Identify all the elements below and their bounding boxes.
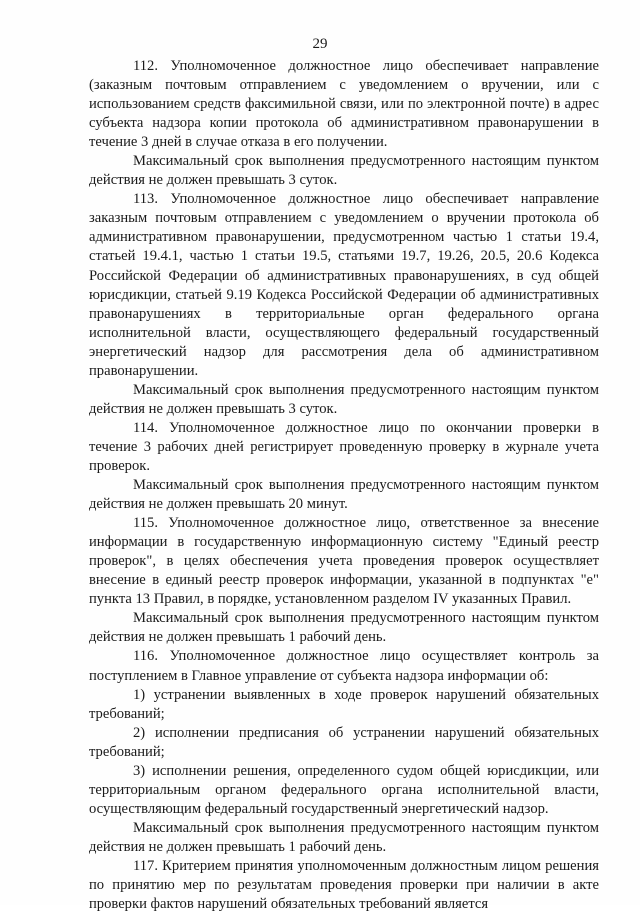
paragraph-117: 117. Критерием принятия уполномоченным должностным лицом решения по принятию мер по результатам проведения проверки при наличии в акте проверки фактов нарушений обязательных требований является [89, 857, 599, 913]
list-item-3: 3) исполнении решения, определенного судом общей юрисдикции, или территориальным органом федерального органа исполнительной власти, осуществляющим федеральный государственный энергетический надзор. [89, 762, 599, 817]
paragraph-113-deadline: Максимальный срок выполнения предусмотренного настоящим пунктом действия не должен превышать 3 суток. [89, 381, 599, 417]
paragraph-113: 113. Уполномоченное должностное лицо обеспечивает направление заказным почтовым отправлением с уведомлением о вручении протокола об административном правонарушении, предусмотренном частью 1 статьи 19.4, статьей 19.4.1, частью 1 статьи 19.5, статьями 19.7, 19.26, 20.5, 20.6 Кодекса Российской Федерации об административных правонарушениях, в суд общей юрисдикции, статьей 9.19 Кодекса Российской Федерации об административных правонарушениях в территориальные орган федерального органа исполнительной власти, осуществляющего федеральный государственный энергетический надзор для рассмотрения дела об административном правонарушении. [89, 191, 599, 379]
paragraph-116-deadline: Максимальный срок выполнения предусмотренного настоящим пунктом действия не должен превышать 1 рабочий день. [89, 819, 599, 855]
list-item-2: 2) исполнении предписания об устранении нарушений обязательных требований; [89, 724, 599, 760]
paragraph-114: 114. Уполномоченное должностное лицо по окончании проверки в течение 3 рабочих дней регистрирует проведенную проверку в журнале учета проверок. [89, 419, 599, 474]
list-item-1: 1) устранении выявленных в ходе проверок нарушений обязательных требований; [89, 686, 599, 722]
paragraph-112: 112. Уполномоченное должностное лицо обеспечивает направление (заказным почтовым отправлением с уведомлением о вручении, или с использованием средств факсимильной связи, или по электронной почте) в адрес субъекта надзора копии протокола об административном правонарушении в течение 3 дней в случае отказа в его получении. [89, 58, 599, 151]
document-body [89, 57, 599, 914]
page-number: 29 [312, 36, 328, 52]
paragraph-116: 116. Уполномоченное должностное лицо осуществляет контроль за поступлением в Главное управление от субъекта надзора информации об: [89, 648, 599, 684]
paragraph-112-deadline: Максимальный срок выполнения предусмотренного настоящим пунктом действия не должен превышать 3 суток. [89, 153, 599, 189]
paragraph-115-deadline: Максимальный срок выполнения предусмотренного настоящим пунктом действия не должен превышать 1 рабочий день. [89, 610, 599, 646]
paragraph-114-deadline: Максимальный срок выполнения предусмотренного настоящим пунктом действия не должен превышать 20 минут. [89, 477, 599, 513]
paragraph-115: 115. Уполномоченное должностное лицо, ответственное за внесение информации в государственную информационную систему "Единый реестр проверок", в целях обеспечения учета проведения проверок осуществляет внесение в единый реестр проверок информации, указанной в подпунктах "е" пункта 13 Правил, в порядке, установленном разделом IV указанных Правил. [89, 515, 599, 608]
